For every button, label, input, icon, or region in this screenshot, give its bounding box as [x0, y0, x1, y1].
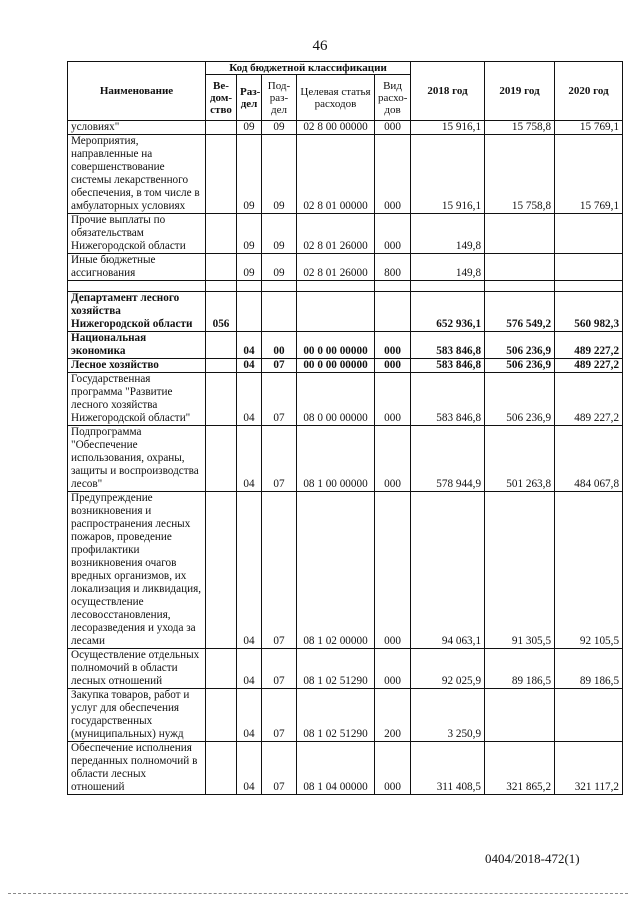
spacer-cell [411, 281, 485, 292]
cell-tselevaya-statya: 00 0 00 00000 [297, 359, 375, 373]
cell-vid-raskhodov: 000 [375, 214, 411, 254]
cell-name: Закупка товаров, работ и услуг для обеспечения государственных (муниципальных) нужд [68, 689, 206, 742]
cell-vid-raskhodov: 000 [375, 742, 411, 795]
cell-razdel: 09 [237, 214, 262, 254]
cell-2019: 506 236,9 [485, 332, 555, 359]
budget-table [67, 61, 623, 795]
table-row [68, 426, 623, 492]
cell-ved [206, 254, 237, 281]
cell-tselevaya-statya: 08 1 04 00000 [297, 742, 375, 795]
cell-2019: 15 758,8 [485, 135, 555, 214]
cell-tselevaya-statya: 08 1 02 51290 [297, 689, 375, 742]
header-name: Наименование [68, 62, 206, 121]
spacer-cell [297, 281, 375, 292]
cell-tselevaya-statya: 08 1 02 00000 [297, 492, 375, 649]
cell-razdel: 04 [237, 742, 262, 795]
cell-tselevaya-statya: 08 0 00 00000 [297, 373, 375, 426]
cell-2019: 501 263,8 [485, 426, 555, 492]
header-classification-group: Код бюджетной классификации [206, 62, 411, 75]
cell-razdel: 04 [237, 332, 262, 359]
cell-podrazdel: 07 [262, 742, 297, 795]
cell-podrazdel: 07 [262, 492, 297, 649]
cell-name: Обеспечение исполнения переданных полномочий в области лесных отношений [68, 742, 206, 795]
cell-ved [206, 492, 237, 649]
cell-ved [206, 359, 237, 373]
cell-podrazdel [262, 292, 297, 332]
cell-vid-raskhodov: 200 [375, 689, 411, 742]
table-row [68, 214, 623, 254]
cell-name: Лесное хозяйство [68, 359, 206, 373]
cell-2018: 583 846,8 [411, 359, 485, 373]
cell-name: Национальная экономика [68, 332, 206, 359]
cell-podrazdel: 07 [262, 689, 297, 742]
cell-2018: 583 846,8 [411, 373, 485, 426]
header-vid-raskhodov: Вид расхо-дов [375, 75, 411, 121]
table-row [68, 121, 623, 135]
cell-2020: 489 227,2 [555, 332, 623, 359]
table-row [68, 742, 623, 795]
cell-podrazdel: 07 [262, 649, 297, 689]
cell-vid-raskhodov: 000 [375, 332, 411, 359]
cell-ved [206, 214, 237, 254]
cell-tselevaya-statya: 08 1 02 51290 [297, 649, 375, 689]
header-podrazdel: Под-раз-дел [262, 75, 297, 121]
cell-name: Осуществление отдельных полномочий в области лесных отношений [68, 649, 206, 689]
spacer-cell [206, 281, 237, 292]
cell-vid-raskhodov: 000 [375, 426, 411, 492]
header-razdel: Раз-дел [237, 75, 262, 121]
cell-name: Предупреждение возникновения и распространения лесных пожаров, проведение профилактики возникновения очагов вредных организмов, их локализация и ликвидация, осуществление лесовосстановления, лесоразведения и ухода за лесами [68, 492, 206, 649]
cell-tselevaya-statya [297, 292, 375, 332]
table-row [68, 373, 623, 426]
cell-2019: 89 186,5 [485, 649, 555, 689]
spacer-row [68, 281, 623, 292]
cell-ved [206, 649, 237, 689]
cell-tselevaya-statya: 00 0 00 00000 [297, 332, 375, 359]
cell-ved [206, 426, 237, 492]
cell-2018: 149,8 [411, 254, 485, 281]
cell-vid-raskhodov: 800 [375, 254, 411, 281]
header-2018: 2018 год [411, 62, 485, 121]
cell-podrazdel: 09 [262, 214, 297, 254]
cell-2018: 92 025,9 [411, 649, 485, 689]
cell-vid-raskhodov: 000 [375, 359, 411, 373]
cell-2020: 489 227,2 [555, 359, 623, 373]
cell-ved [206, 121, 237, 135]
cell-2019: 506 236,9 [485, 359, 555, 373]
cell-vid-raskhodov [375, 292, 411, 332]
cell-tselevaya-statya: 02 8 01 26000 [297, 254, 375, 281]
cell-vid-raskhodov: 000 [375, 649, 411, 689]
cell-2019: 576 549,2 [485, 292, 555, 332]
table-row [68, 135, 623, 214]
cell-2018: 583 846,8 [411, 332, 485, 359]
cell-razdel: 09 [237, 254, 262, 281]
cell-2020: 321 117,2 [555, 742, 623, 795]
header-ved: Ве-дом-ство [206, 75, 237, 121]
cell-podrazdel: 09 [262, 121, 297, 135]
table-row [68, 492, 623, 649]
cell-2020: 15 769,1 [555, 135, 623, 214]
cell-podrazdel: 09 [262, 254, 297, 281]
cell-name: условиях" [68, 121, 206, 135]
cell-2019 [485, 254, 555, 281]
cell-name: Иные бюджетные ассигнования [68, 254, 206, 281]
cell-name: Прочие выплаты по обязательствам Нижегородской области [68, 214, 206, 254]
cell-2019 [485, 689, 555, 742]
cell-podrazdel: 07 [262, 373, 297, 426]
cell-podrazdel: 00 [262, 332, 297, 359]
table-row [68, 292, 623, 332]
cell-2019: 91 305,5 [485, 492, 555, 649]
cell-2018: 94 063,1 [411, 492, 485, 649]
table-row [68, 332, 623, 359]
table-row [68, 254, 623, 281]
cell-ved [206, 689, 237, 742]
spacer-cell [555, 281, 623, 292]
cell-2020 [555, 254, 623, 281]
cell-razdel: 09 [237, 121, 262, 135]
spacer-cell [262, 281, 297, 292]
cell-ved [206, 373, 237, 426]
cell-vid-raskhodov: 000 [375, 121, 411, 135]
cell-tselevaya-statya: 08 1 00 00000 [297, 426, 375, 492]
cell-2020 [555, 214, 623, 254]
cell-2018: 15 916,1 [411, 121, 485, 135]
cell-razdel: 04 [237, 689, 262, 742]
cell-2020: 560 982,3 [555, 292, 623, 332]
spacer-cell [237, 281, 262, 292]
cell-tselevaya-statya: 02 8 00 00000 [297, 121, 375, 135]
cell-2018: 311 408,5 [411, 742, 485, 795]
cell-razdel: 04 [237, 373, 262, 426]
cell-name: Государственная программа "Развитие лесного хозяйства Нижегородской области" [68, 373, 206, 426]
spacer-cell [485, 281, 555, 292]
cell-tselevaya-statya: 02 8 01 00000 [297, 135, 375, 214]
cell-2018: 15 916,1 [411, 135, 485, 214]
cell-ved [206, 332, 237, 359]
cell-2019: 321 865,2 [485, 742, 555, 795]
cell-2020: 89 186,5 [555, 649, 623, 689]
cell-name: Мероприятия, направленные на совершенствование системы лекарственного обеспечения, в том числе в амбулаторных условиях [68, 135, 206, 214]
header-2020: 2020 год [555, 62, 623, 121]
cell-vid-raskhodov: 000 [375, 373, 411, 426]
cell-ved: 056 [206, 292, 237, 332]
cell-2019: 15 758,8 [485, 121, 555, 135]
cell-ved [206, 135, 237, 214]
spacer-cell [68, 281, 206, 292]
cell-2018: 3 250,9 [411, 689, 485, 742]
spacer-cell [375, 281, 411, 292]
cell-2019: 506 236,9 [485, 373, 555, 426]
cell-ved [206, 742, 237, 795]
cell-razdel [237, 292, 262, 332]
cell-2018: 652 936,1 [411, 292, 485, 332]
cell-2020 [555, 689, 623, 742]
cell-razdel: 09 [237, 135, 262, 214]
cell-2018: 578 944,9 [411, 426, 485, 492]
cell-podrazdel: 09 [262, 135, 297, 214]
table-row [68, 359, 623, 373]
table-row [68, 649, 623, 689]
cell-2020: 484 067,8 [555, 426, 623, 492]
cell-name: Департамент лесного хозяйства Нижегородской области [68, 292, 206, 332]
cell-razdel: 04 [237, 649, 262, 689]
document-code: 0404/2018-472(1) [485, 851, 580, 866]
header-2019: 2019 год [485, 62, 555, 121]
cell-podrazdel: 07 [262, 359, 297, 373]
cell-tselevaya-statya: 02 8 01 26000 [297, 214, 375, 254]
cell-name: Подпрограмма "Обеспечение использования, охраны, защиты и воспроизводства лесов" [68, 426, 206, 492]
cell-razdel: 04 [237, 426, 262, 492]
cell-2018: 149,8 [411, 214, 485, 254]
cell-2020: 15 769,1 [555, 121, 623, 135]
cell-2020: 92 105,5 [555, 492, 623, 649]
cell-2019 [485, 214, 555, 254]
cell-podrazdel: 07 [262, 426, 297, 492]
cell-2020: 489 227,2 [555, 373, 623, 426]
table-body [68, 121, 623, 795]
cell-razdel: 04 [237, 359, 262, 373]
header-tselevaya-statya: Целевая статья расходов [297, 75, 375, 121]
scan-edge-line [8, 893, 628, 894]
table-row [68, 689, 623, 742]
cell-vid-raskhodov: 000 [375, 492, 411, 649]
cell-vid-raskhodov: 000 [375, 135, 411, 214]
cell-razdel: 04 [237, 492, 262, 649]
page-number: 46 [312, 38, 328, 54]
